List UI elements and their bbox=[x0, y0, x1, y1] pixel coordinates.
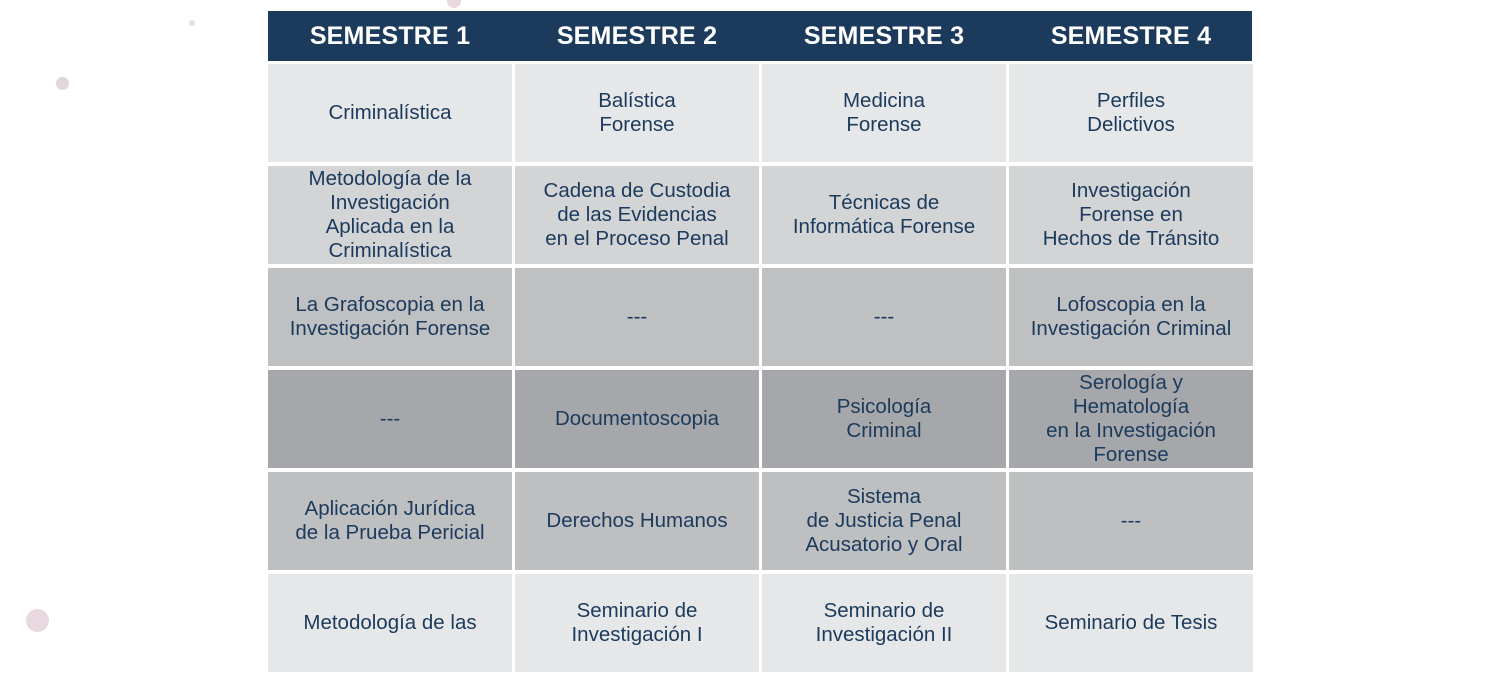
decorative-dot bbox=[56, 77, 69, 90]
course-cell: Documentoscopia bbox=[515, 370, 759, 468]
table-row bbox=[268, 472, 1252, 570]
decorative-dot bbox=[26, 609, 49, 632]
table-row bbox=[268, 574, 1252, 672]
course-cell: Cadena de Custodia de las Evidencias en el Proceso Penal bbox=[515, 166, 759, 264]
course-cell: Metodología de la Investigación Aplicada en la Criminalística bbox=[268, 166, 512, 264]
table-row bbox=[268, 268, 1252, 366]
course-cell: Criminalística bbox=[268, 64, 512, 162]
course-cell: Seminario de Tesis bbox=[1009, 574, 1253, 672]
course-cell: Derechos Humanos bbox=[515, 472, 759, 570]
course-cell: --- bbox=[268, 370, 512, 468]
table-header bbox=[268, 11, 1252, 61]
header-semester-4: SEMESTRE 4 bbox=[1050, 21, 1212, 50]
table-row bbox=[268, 64, 1252, 162]
course-cell: --- bbox=[762, 268, 1006, 366]
course-cell: Investigación Forense en Hechos de Tránsito bbox=[1009, 166, 1253, 264]
course-cell: Metodología de las bbox=[268, 574, 512, 672]
decorative-dot bbox=[447, 0, 461, 8]
header-semester-1: SEMESTRE 1 bbox=[309, 21, 471, 50]
course-cell: Psicología Criminal bbox=[762, 370, 1006, 468]
course-cell: Seminario de Investigación I bbox=[515, 574, 759, 672]
decorative-dot bbox=[189, 20, 195, 26]
table-row bbox=[268, 166, 1252, 264]
course-cell: La Grafoscopia en la Investigación Forense bbox=[268, 268, 512, 366]
table-row bbox=[268, 370, 1252, 468]
curriculum-table bbox=[268, 11, 1252, 676]
course-cell: Medicina Forense bbox=[762, 64, 1006, 162]
course-cell: Serología y Hematología en la Investigación Forense bbox=[1009, 370, 1253, 468]
course-cell: --- bbox=[515, 268, 759, 366]
course-cell: Aplicación Jurídica de la Prueba Pericial bbox=[268, 472, 512, 570]
header-semester-3: SEMESTRE 3 bbox=[803, 21, 965, 50]
course-cell: Sistema de Justicia Penal Acusatorio y Oral bbox=[762, 472, 1006, 570]
course-cell: Técnicas de Informática Forense bbox=[762, 166, 1006, 264]
course-cell: Perfiles Delictivos bbox=[1009, 64, 1253, 162]
course-cell: Balística Forense bbox=[515, 64, 759, 162]
course-cell: Lofoscopia en la Investigación Criminal bbox=[1009, 268, 1253, 366]
course-cell: Seminario de Investigación II bbox=[762, 574, 1006, 672]
header-semester-2: SEMESTRE 2 bbox=[556, 21, 718, 50]
course-cell: --- bbox=[1009, 472, 1253, 570]
